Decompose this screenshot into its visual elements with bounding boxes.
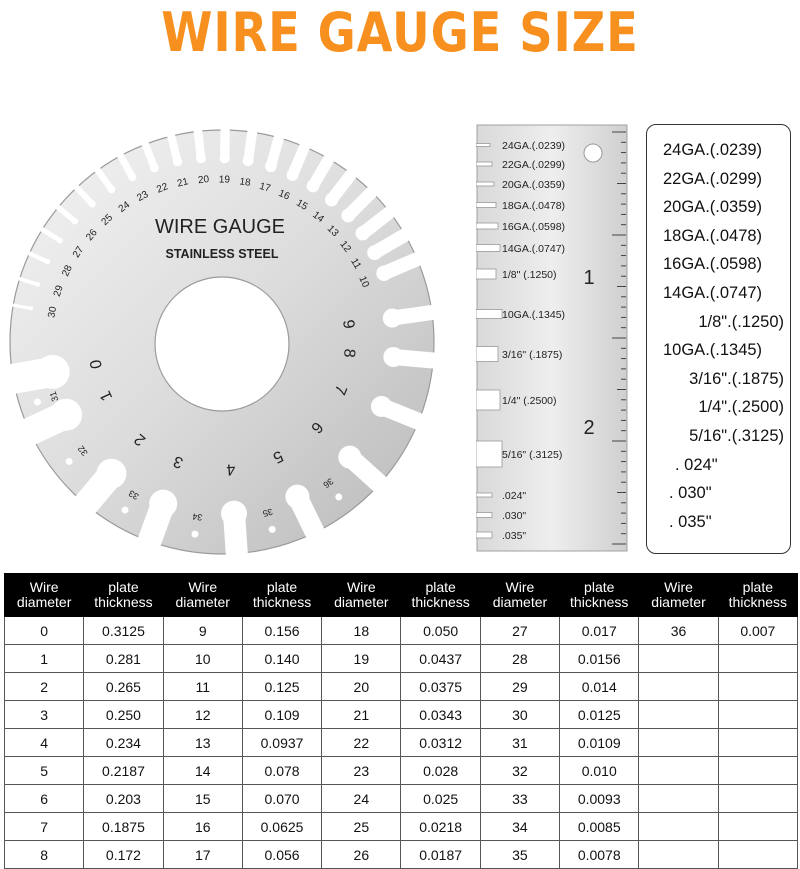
cell-wire-diameter: 1	[5, 645, 84, 673]
legend-item: . 024"	[675, 455, 718, 474]
disc-gauge-label: 3	[171, 452, 186, 472]
cell-wire-diameter: 23	[322, 757, 401, 785]
legend-item: 24GA.(.0239)	[663, 141, 763, 159]
legend-item: . 030"	[669, 484, 712, 503]
disc-gauge-label: 18	[238, 176, 252, 189]
cell-wire-diameter: 24	[322, 785, 401, 813]
cell-plate-thickness	[718, 813, 797, 841]
gauge-table	[4, 573, 798, 869]
cell-plate-thickness	[718, 785, 797, 813]
ruler-gauge-label: 18GA.(.0478)	[502, 200, 566, 212]
cell-plate-thickness: 0.0187	[401, 841, 480, 869]
ruler-gauge-label: .024"	[502, 490, 527, 502]
cell-plate-thickness: 0.0085	[560, 813, 639, 841]
cell-plate-thickness: 0.1875	[84, 813, 163, 841]
disc-gauge-label: 32	[75, 443, 90, 458]
disc-gauge-label: 36	[321, 476, 336, 491]
cell-wire-diameter: 3	[5, 701, 84, 729]
cell-plate-thickness: 0.109	[242, 701, 321, 729]
cell-plate-thickness: 0.156	[242, 617, 321, 645]
disc-gauge-label: 21	[176, 176, 190, 190]
legend-item: 14GA.(.0747)	[663, 284, 763, 302]
disc-gauge-label: 19	[218, 174, 231, 186]
cell-plate-thickness: 0.265	[84, 673, 163, 701]
disc-gauge-label: 9	[338, 318, 358, 330]
disc-gauge-label: 6	[307, 418, 326, 437]
cell-wire-diameter: 7	[5, 813, 84, 841]
cell-plate-thickness: 0.014	[560, 673, 639, 701]
cell-plate-thickness: 0.070	[242, 785, 321, 813]
cell-wire-diameter: 26	[322, 841, 401, 869]
header-wire-diameter: Wire diameter	[322, 574, 401, 617]
wire-gauge-disc-graphic	[0, 120, 460, 560]
cell-wire-diameter	[639, 841, 718, 869]
cell-wire-diameter: 18	[322, 617, 401, 645]
legend-item: 1/8".(.1250)	[698, 312, 784, 331]
table-row	[5, 673, 798, 701]
cell-wire-diameter: 12	[163, 701, 242, 729]
cell-plate-thickness: 0.017	[560, 617, 639, 645]
cell-wire-diameter: 27	[480, 617, 559, 645]
cell-plate-thickness: 0.010	[560, 757, 639, 785]
cell-wire-diameter: 5	[5, 757, 84, 785]
disc-gauge-label: 26	[84, 227, 100, 243]
disc-gauge-label: 25	[99, 212, 116, 228]
cell-plate-thickness: 0.050	[401, 617, 480, 645]
header-plate-thickness: plate thickness	[718, 574, 797, 617]
cell-wire-diameter	[639, 729, 718, 757]
disc-gauge-label: 10	[356, 274, 371, 290]
cell-plate-thickness: 0.078	[242, 757, 321, 785]
cell-plate-thickness: 0.0093	[560, 785, 639, 813]
legend-item: 3/16".(.1875)	[689, 369, 784, 388]
table-header-row	[5, 574, 798, 617]
header-plate-thickness: plate thickness	[84, 574, 163, 617]
cell-wire-diameter: 21	[322, 701, 401, 729]
cell-wire-diameter: 28	[480, 645, 559, 673]
cell-wire-diameter: 17	[163, 841, 242, 869]
cell-wire-diameter	[639, 813, 718, 841]
cell-wire-diameter	[639, 785, 718, 813]
legend-item: 5/16".(.3125)	[689, 427, 784, 445]
header-plate-thickness: plate thickness	[242, 574, 321, 617]
cell-wire-diameter: 22	[322, 729, 401, 757]
cell-plate-thickness: 0.0109	[560, 729, 639, 757]
ruler-notch	[476, 310, 502, 319]
ruler-gauge-label: 22GA.(.0299)	[502, 159, 566, 171]
cell-plate-thickness: 0.0937	[242, 729, 321, 757]
cell-plate-thickness: 0.125	[242, 673, 321, 701]
cell-plate-thickness: 0.025	[401, 785, 480, 813]
table-row	[5, 701, 798, 729]
cell-plate-thickness	[718, 757, 797, 785]
cell-wire-diameter: 19	[322, 645, 401, 673]
disc-gauge-label: 29	[51, 284, 66, 298]
ruler-gauge-graphic	[476, 124, 628, 552]
disc-material: STAINLESS STEEL	[165, 247, 279, 261]
cell-wire-diameter: 36	[639, 617, 718, 645]
disc-gauge-label: 30	[46, 305, 60, 319]
disc-gauge-label: 2	[131, 430, 150, 449]
disc-gauge-label: 33	[126, 488, 141, 502]
cell-plate-thickness: 0.172	[84, 841, 163, 869]
cell-wire-diameter: 8	[5, 841, 84, 869]
cell-plate-thickness: 0.0375	[401, 673, 480, 701]
legend-item: 22GA.(.0299)	[663, 169, 763, 188]
ruler-scale-2: 2	[583, 417, 595, 439]
disc-gauge-label: 27	[71, 244, 87, 260]
table-row	[5, 729, 798, 757]
header-wire-diameter: Wire diameter	[5, 574, 84, 617]
ruler-gauge-label: .030"	[502, 510, 527, 522]
ruler-notch	[476, 493, 492, 497]
disc-gauge-label: 4	[225, 460, 236, 478]
table-row	[5, 841, 798, 869]
table-row	[5, 813, 798, 841]
cell-plate-thickness	[718, 673, 797, 701]
disc-gauge-label: 8	[339, 347, 358, 359]
ruler-notch	[476, 245, 500, 252]
disc-gauge-label: 24	[116, 199, 133, 215]
cell-wire-diameter	[639, 673, 718, 701]
ruler-gauge-label: .035"	[502, 530, 527, 542]
cell-wire-diameter: 35	[480, 841, 559, 869]
ruler-scale-1: 1	[583, 267, 595, 289]
header-plate-thickness: plate thickness	[560, 574, 639, 617]
disc-gauge-label: 7	[330, 382, 350, 397]
cell-wire-diameter	[639, 645, 718, 673]
ruler-notch	[476, 182, 494, 186]
header-wire-diameter: Wire diameter	[480, 574, 559, 617]
disc-gauge-label: 23	[135, 189, 151, 205]
cell-wire-diameter: 10	[163, 645, 242, 673]
cell-plate-thickness: 0.234	[84, 729, 163, 757]
cell-plate-thickness: 0.0125	[560, 701, 639, 729]
ruler-gauge-label: 1/8" (.1250)	[502, 269, 557, 281]
disc-gauge-label: 17	[258, 180, 272, 195]
disc-gauge-label: 22	[155, 181, 170, 196]
table-row	[5, 617, 798, 645]
gauge-legend	[646, 124, 791, 554]
ruler-gauge-label: 5/16" (.3125)	[502, 449, 563, 461]
ruler-gauge-label: 20GA.(.0359)	[502, 179, 566, 191]
cell-plate-thickness: 0.203	[84, 785, 163, 813]
ruler-gauge-label: 10GA.(.1345)	[502, 309, 566, 321]
ruler-hanging-hole	[584, 144, 602, 162]
cell-plate-thickness: 0.0218	[401, 813, 480, 841]
disc-gauge-label: 20	[197, 174, 210, 187]
cell-wire-diameter: 31	[480, 729, 559, 757]
ruler-gauge-label: 14GA.(.0747)	[502, 243, 566, 255]
disc-gauge-label: 12	[337, 239, 353, 255]
header-wire-diameter: Wire diameter	[639, 574, 718, 617]
ruler-gauge-label: 16GA.(.0598)	[502, 221, 566, 233]
cell-wire-diameter: 6	[5, 785, 84, 813]
disc-gauge-label: 1	[97, 388, 117, 404]
ruler-notch	[476, 162, 492, 166]
legend-item: 16GA.(.0598)	[663, 255, 763, 274]
page-title: WIRE GAUGE SIZE	[161, 1, 639, 64]
header-plate-thickness: plate thickness	[401, 574, 480, 617]
cell-wire-diameter: 13	[163, 729, 242, 757]
cell-wire-diameter	[639, 701, 718, 729]
disc-body	[10, 130, 434, 554]
cell-plate-thickness: 0.056	[242, 841, 321, 869]
cell-plate-thickness: 0.0343	[401, 701, 480, 729]
disc-gauge-label: 35	[261, 506, 274, 519]
disc-name: WIRE GAUGE	[154, 216, 286, 238]
ruler-notch	[476, 144, 490, 147]
cell-wire-diameter: 2	[5, 673, 84, 701]
cell-wire-diameter: 33	[480, 785, 559, 813]
cell-wire-diameter: 29	[480, 673, 559, 701]
disc-gauge-label: 31	[47, 390, 61, 403]
legend-item: 18GA.(.0478)	[663, 226, 763, 245]
ruler-notch	[476, 269, 496, 279]
ruler-notch	[476, 532, 492, 538]
cell-wire-diameter: 34	[480, 813, 559, 841]
cell-plate-thickness: 0.2187	[84, 757, 163, 785]
cell-wire-diameter: 20	[322, 673, 401, 701]
table-row	[5, 785, 798, 813]
cell-plate-thickness: 0.0437	[401, 645, 480, 673]
table-row	[5, 645, 798, 673]
ruler-notch	[476, 203, 496, 208]
cell-plate-thickness: 0.281	[84, 645, 163, 673]
cell-wire-diameter	[639, 757, 718, 785]
cell-plate-thickness: 0.007	[718, 617, 797, 645]
legend-item: 20GA.(.0359)	[663, 198, 763, 217]
disc-gauge-label: 15	[294, 197, 310, 213]
cell-plate-thickness	[718, 729, 797, 757]
ruler-gauge-label: 24GA.(.0239)	[502, 140, 566, 152]
ruler-notch	[476, 223, 498, 229]
ruler-gauge-label: 1/4" (.2500)	[502, 395, 557, 407]
cell-wire-diameter: 0	[5, 617, 84, 645]
cell-wire-diameter: 25	[322, 813, 401, 841]
disc-gauge-label: 0	[87, 358, 106, 370]
ruler-gauge	[476, 124, 628, 552]
cell-wire-diameter: 4	[5, 729, 84, 757]
disc-gauge-label: 13	[324, 223, 341, 240]
cell-plate-thickness: 0.0312	[401, 729, 480, 757]
ruler-notch	[476, 513, 492, 518]
ruler-notch	[476, 390, 500, 410]
cell-wire-diameter: 32	[480, 757, 559, 785]
cell-plate-thickness: 0.0625	[242, 813, 321, 841]
cell-plate-thickness	[718, 701, 797, 729]
cell-wire-diameter: 30	[480, 701, 559, 729]
cell-plate-thickness: 0.0156	[560, 645, 639, 673]
cell-wire-diameter: 14	[163, 757, 242, 785]
legend-item: 1/4".(.2500)	[698, 398, 784, 417]
disc-gauge-label: 34	[191, 511, 204, 523]
wire-gauge-disc	[0, 120, 460, 560]
ruler-notch	[476, 347, 498, 362]
ruler-notch	[476, 441, 502, 467]
legend-item: . 035"	[669, 512, 712, 531]
header-wire-diameter: Wire diameter	[163, 574, 242, 617]
cell-plate-thickness: 0.0078	[560, 841, 639, 869]
cell-wire-diameter: 15	[163, 785, 242, 813]
disc-gauge-label: 28	[60, 263, 75, 279]
disc-gauge-label: 11	[348, 256, 363, 272]
disc-gauge-label: 14	[310, 209, 326, 225]
cell-wire-diameter: 11	[163, 673, 242, 701]
cell-plate-thickness: 0.140	[242, 645, 321, 673]
table-row	[5, 757, 798, 785]
disc-gauge-label: 5	[270, 446, 286, 466]
cell-plate-thickness	[718, 841, 797, 869]
legend-item: 10GA.(.1345)	[663, 341, 763, 360]
disc-gauge-label: 16	[276, 188, 292, 203]
cell-plate-thickness: 0.3125	[84, 617, 163, 645]
cell-plate-thickness: 0.028	[401, 757, 480, 785]
cell-plate-thickness	[718, 645, 797, 673]
cell-wire-diameter: 16	[163, 813, 242, 841]
cell-wire-diameter: 9	[163, 617, 242, 645]
cell-plate-thickness: 0.250	[84, 701, 163, 729]
ruler-gauge-label: 3/16" (.1875)	[502, 349, 563, 361]
